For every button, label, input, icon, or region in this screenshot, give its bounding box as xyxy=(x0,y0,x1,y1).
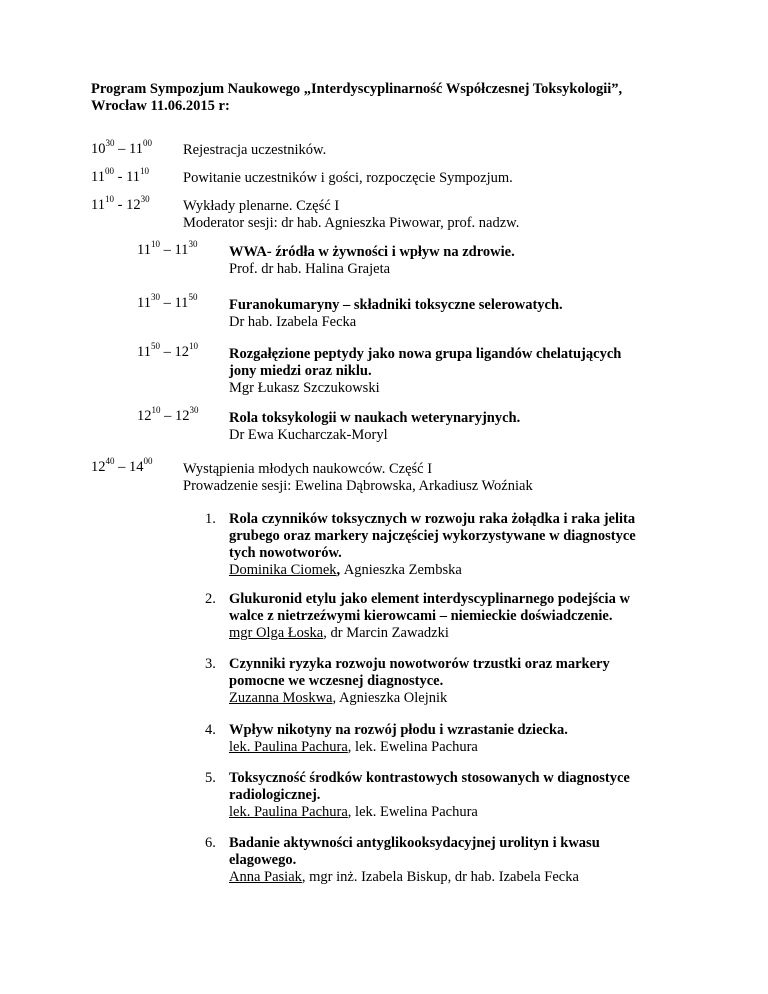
talk-number: 2. xyxy=(205,591,216,607)
talk-number: 4. xyxy=(205,722,216,738)
lecture-time: $11^{10} - 11^{30}$ xyxy=(137,239,198,258)
talk-title-line: grubego oraz markery najczęściej wykorzystywane w diagnostyce xyxy=(229,528,636,544)
session-block xyxy=(183,461,533,495)
lecture-speaker: Dr hab. Izabela Fecka xyxy=(229,314,357,330)
lecture-title: WWA- źródła w żywności i wpływ na zdrowie. xyxy=(229,244,515,260)
presenting-author: Dominika Ciomek xyxy=(229,562,337,578)
talk-number: 5. xyxy=(205,770,216,786)
talk-number: 1. xyxy=(205,511,216,527)
presenting-author: lek. Paulina Pachura xyxy=(229,804,348,820)
talk-authors: Anna Pasiak, mgr inż. Izabela Biskup, dr hab. Izabela Fecka xyxy=(229,869,579,885)
talk-authors: lek. Paulina Pachura, lek. Ewelina Pachura xyxy=(229,804,478,820)
lecture-speaker: Prof. dr hab. Halina Grajeta xyxy=(229,261,391,277)
talk-number: 6. xyxy=(205,835,216,851)
talk-number: 3. xyxy=(205,656,216,672)
lecture-entry xyxy=(229,410,676,444)
talk-title-line: Glukuronid etylu jako element interdyscyplinarnego podejścia w xyxy=(229,591,630,607)
presenting-author: Anna Pasiak xyxy=(229,869,302,885)
program-title xyxy=(91,81,691,115)
time-range: $10^{30} - 11^{00}$ xyxy=(91,138,152,157)
co-authors: Agnieszka Zembska xyxy=(343,562,462,578)
co-authors: lek. Ewelina Pachura xyxy=(355,804,478,820)
talk-item xyxy=(229,770,669,821)
co-authors: Agnieszka Olejnik xyxy=(338,690,448,706)
talk-title-line: Toksyczność środków kontrastowych stosowanych w diagnostyce xyxy=(229,770,630,786)
session-moderator: Moderator sesji: dr hab. Agnieszka Piwowar, prof. nadzw. xyxy=(183,215,520,231)
talk-title-line: radiologicznej. xyxy=(229,787,321,803)
session-chairs: Prowadzenie sesji: Ewelina Dąbrowska, Arkadiusz Woźniak xyxy=(183,478,533,494)
talk-title-line: Czynniki ryzyka rozwoju nowotworów trzustki oraz markery xyxy=(229,656,610,672)
talk-title-line: pomocne we wczesnej diagnostyce. xyxy=(229,673,444,689)
lecture-entry xyxy=(229,244,676,278)
talk-authors: Dominika Ciomek, Agnieszka Zembska xyxy=(229,562,462,578)
talk-item xyxy=(229,656,669,707)
co-authors: dr Marcin Zawadzki xyxy=(330,625,449,641)
talk-authors: Zuzanna Moskwa, Agnieszka Olejnik xyxy=(229,690,448,706)
presenting-author: mgr Olga Łoska xyxy=(229,625,324,641)
title-line-1: Program Sympozjum Naukowego „Interdyscyplinarność Współczesnej Toksykologii”, xyxy=(91,81,623,97)
schedule-item-text: Powitanie uczestników i gości, rozpoczęcie Sympozjum. xyxy=(183,170,513,186)
talk-authors: mgr Olga Łoska, dr Marcin Zawadzki xyxy=(229,625,449,641)
talk-item xyxy=(229,591,676,642)
session-title: Wystąpienia młodych naukowców. Część I xyxy=(183,461,433,477)
talk-item xyxy=(229,511,669,579)
talk-title-line: elagowego. xyxy=(229,852,297,868)
talk-title-line: Badanie aktywności antyglikooksydacyjnej urolityn i kwasu xyxy=(229,835,600,851)
co-authors: mgr inż. Izabela Biskup, dr hab. Izabela Fecka xyxy=(309,869,579,885)
lecture-entry xyxy=(229,297,676,331)
time-range: $11^{00} - 11^{10}$ xyxy=(91,166,150,185)
talk-item xyxy=(229,722,669,756)
talk-title-line: Rola czynników toksycznych w rozwoju raka żołądka i raka jelita xyxy=(229,511,636,527)
lecture-title-line-1: Rozgałęzione peptydy jako nowa grupa ligandów chelatujących xyxy=(229,346,622,362)
session-title: Wykłady plenarne. Część I xyxy=(183,198,340,214)
lecture-entry xyxy=(229,346,676,397)
talk-title-line: walce z nietrzeźwymi kierowcami – niemieckie doświadczenie. xyxy=(229,608,613,624)
talk-item xyxy=(229,835,669,886)
lecture-title: Rola toksykologii w naukach weterynaryjnych. xyxy=(229,410,521,426)
schedule-item-text: Rejestracja uczestników. xyxy=(183,142,327,158)
lecture-time: $11^{50} - 12^{10}$ xyxy=(137,341,198,360)
time-range: $11^{10} - 12^{30}$ xyxy=(91,194,150,213)
lecture-speaker: Mgr Łukasz Szczukowski xyxy=(229,380,380,396)
talk-title-line: Wpływ nikotyny na rozwój płodu i wzrastanie dziecka. xyxy=(229,722,568,738)
lecture-title-line-2: jony miedzi oraz niklu. xyxy=(229,363,372,379)
time-range: $12^{40} - 14^{00}$ xyxy=(91,456,153,475)
co-authors: lek. Ewelina Pachura xyxy=(355,739,478,755)
talk-title-line: tych nowotworów. xyxy=(229,545,342,561)
schedule-item-text xyxy=(183,198,519,232)
lecture-speaker: Dr Ewa Kucharczak-Moryl xyxy=(229,427,388,443)
presenting-author: lek. Paulina Pachura xyxy=(229,739,348,755)
presenting-author: Zuzanna Moskwa xyxy=(229,690,333,706)
lecture-time: $12^{10} - 12^{30}$ xyxy=(137,405,199,424)
lecture-time: $11^{30} - 11^{50}$ xyxy=(137,292,198,311)
talk-authors: lek. Paulina Pachura, lek. Ewelina Pachura xyxy=(229,739,478,755)
lecture-title: Furanokumaryny – składniki toksyczne selerowatych. xyxy=(229,297,563,313)
title-line-2: Wrocław 11.06.2015 r: xyxy=(91,98,230,114)
